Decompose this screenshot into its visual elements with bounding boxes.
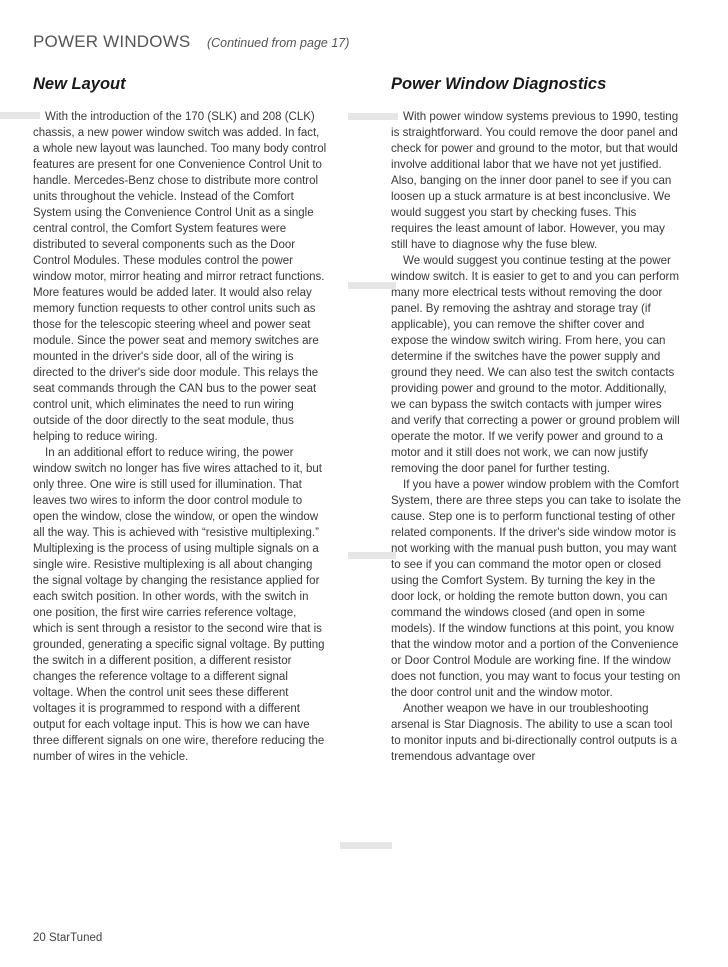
body-paragraph: In an additional effort to reduce wiring, the power window switch no longer has five wires attached to it, but only three. One wire is still used for illumination. That leaves two wires to inform the door control module to open the window, close the window, or open the window all the way. This is achieved with “resistive multiplexing.” Multiplexing is the process of using multiple signals on a single wire. Resistive multiplexing is all about changing the signal voltage by changing the resistance applied for each switch position. In other words, with the switch in one position, the first wire carries reference voltage, which is sent through a resistor to the second wire that is grounded, generating a specific signal voltage. By putting the switch in a different position, a different resistor changes the reference voltage to a different signal voltage. When the control unit sees these different voltages it is programmed to respond with a different output for each voltage input. This is how we can have three different signals on one wire, therefore reducing the number of wires in the vehicle. [33, 447, 325, 763]
page-footer: 20 StarTuned [33, 932, 103, 944]
right-column [391, 74, 681, 765]
body-paragraph: Another weapon we have in our troubleshooting arsenal is Star Diagnosis. The ability to use a scan tool to monitor inputs and bi-directionally control outputs is a tremendous advantage over [391, 702, 678, 763]
running-header [33, 32, 349, 54]
body-paragraph: We would suggest you continue testing at the power window switch. It is easier to get to and you can perform many more electrical tests without removing the door panel. By removing the ashtray and storage tray (if applicable), you can remove the shifter cover and expose the window switch wiring. From here, you can determine if the switches have the power supply and ground they need. We can also test the switch contacts providing power and ground to the motor. Additionally, we can bypass the switch contacts with jumper wires and verify that correcting a power or ground problem will operate the motor. If we verify power and ground to a motor and it still does not work, we can now justify removing the door panel for further testing. [391, 254, 680, 475]
left-column [33, 74, 328, 765]
section-title: POWER WINDOWS [33, 32, 191, 51]
continued-note: (Continued from page 17) [206, 36, 350, 50]
body-paragraph: With power window systems previous to 1990, testing is straightforward. You could remove the door panel and check for power and ground to the motor, but that would involve additional labor that we have not yet justified. Also, banging on the inner door panel to see if you can loosen up a stuck armature is at best inconclusive. We would suggest you start by checking fuses. This requires the least amount of labor. However, you may still have to diagnose why the fuse blew. [391, 110, 679, 251]
section-heading: New Layout [33, 75, 126, 93]
body-paragraph: With the introduction of the 170 (SLK) and 208 (CLK) chassis, a new power window switch was added. In fact, a whole new layout was launched. Too many body control features are present for one Convenience Control Unit to handle. Mercedes-Benz chose to distribute more control units throughout the vehicle. Instead of the Comfort System using the Convenience Control Unit as a single central control, the Comfort System features were distributed to several components such as the Door Control Modules. These modules control the power window motor, mirror heating and mirror retract functions. More features would be added later. It would also relay memory function requests to other control units such as those for the telescopic steering wheel and power seat module. Since the power seat and memory switches are mounted in the driver's side door, all of the wiring is directed to the driver's side door module. This relays the seat commands through the CAN bus to the power seat control unit, which eliminates the need to run wiring outside of the door directly to the seat module, thus helping to reduce wiring. [33, 111, 327, 443]
margin-marker [348, 282, 396, 289]
margin-marker [348, 552, 396, 559]
body-paragraph: If you have a power window problem with the Comfort System, there are three steps you can take to isolate the cause. Step one is to perform functional testing of other related components. If the driver's side window motor is not working with the manual push button, you may want to see if you can command the motor open or closed using the Comfort System. By turning the key in the door lock, or holding the remote button down, you can command the windows closed (and open in some models). If the window functions at this point, you know that the window motor and a portion of the Convenience or Door Control Module are working fine. If the window does not function, you may want to focus your testing on the door control unit and the window motor. [391, 478, 682, 699]
margin-marker [340, 842, 392, 849]
section-heading: Power Window Diagnostics [391, 75, 607, 93]
